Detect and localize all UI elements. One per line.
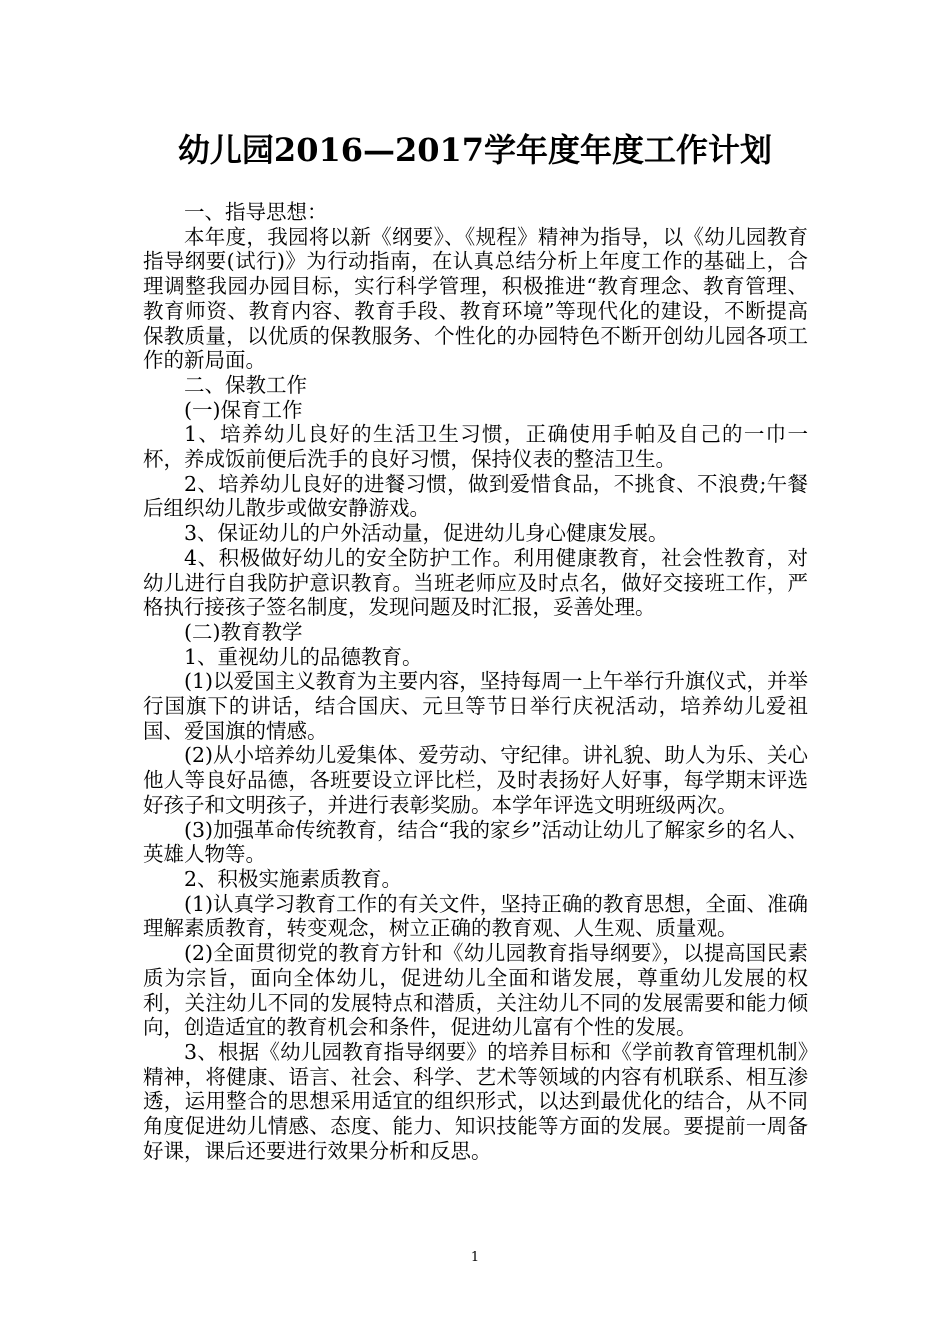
sub-item-teaching-1-3: (3)加强革命传统教育，结合“我的家乡”活动让幼儿了解家乡的名人、英雄人物等。 <box>143 817 808 867</box>
list-item-teaching-1: 1、重视幼儿的品德教育。 <box>184 644 423 669</box>
list-item-teaching-2: 2、积极实施素质教育。 <box>184 866 403 891</box>
page-number: 1 <box>470 1250 480 1265</box>
sub-item-teaching-2-2: (2)全面贯彻党的教育方针和《幼儿园教育指导纲要》，以提高国民素质为宗旨，面向全体幼儿，促进幼儿全面和谐发展，尊重幼儿发展的权利，关注幼儿不同的发展特点和潜质，关注幼儿不同的发展需要和能力倾向，创造适宜的教育机会和条件，促进幼儿富有个性的发展。 <box>143 941 808 1040</box>
sub-item-teaching-2-1: (1)认真学习教育工作的有关文件，坚持正确的教育思想，全面、准确理解素质教育，转变观念，树立正确的教育观、人生观、质量观。 <box>143 891 808 941</box>
list-item-care-4: 4、积极做好幼儿的安全防护工作。利用健康教育，社会性教育，对幼儿进行自我防护意识教育。当班老师应及时点名，做好交接班工作，严格执行接孩子签名制度，发现问题及时汇报，妥善处理。 <box>143 545 808 620</box>
list-item-care-1: 1、培养幼儿良好的生活卫生习惯，正确使用手帕及自己的一巾一杯，养成饭前便后洗手的良好习惯，保持仪表的整洁卫生。 <box>143 422 808 472</box>
document-title: 幼儿园2016—2017学年度年度工作计划 <box>177 131 773 169</box>
subheading-care-work: (一)保育工作 <box>184 397 303 422</box>
sub-item-teaching-1-1: (1)以爱国主义教育为主要内容，坚持每周一上午举行升旗仪式，并举行国旗下的讲话，结合国庆、元旦等节日举行庆祝活动，培养幼儿爱祖国、爱国旗的情感。 <box>143 669 808 743</box>
heading-care-education-work: 二、保教工作 <box>184 372 307 397</box>
list-item-care-3: 3、保证幼儿的户外活动量，促进幼儿身心健康发展。 <box>184 521 669 546</box>
sub-item-teaching-1-2: (2)从小培养幼儿爱集体、爱劳动、守纪律。讲礼貌、助人为乐、关心他人等良好品德，各班要设立评比栏，及时表扬好人好事，每学期末评选好孩子和文明孩子，并进行表彰奖励。本学年评选文明班级两次。 <box>143 743 808 817</box>
document-body <box>143 200 808 1163</box>
list-item-care-2: 2、培养幼儿良好的进餐习惯，做到爱惜食品，不挑食、不浪费;午餐后组织幼儿散步或做安静游戏。 <box>143 471 808 521</box>
paragraph-guiding-ideology: 本年度，我园将以新《纲要》、《规程》精神为指导，以《幼儿园教育指导纲要(试行)》为行动指南，在认真总结分析上年度工作的基础上，合理调整我园办园目标，实行科学管理，积极推进“教育理念、教育管理、教育师资、教育内容、教育手段、教育环境”等现代化的建设，不断提高保教质量，以优质的保教服务、个性化的办园特色不断开创幼儿园各项工作的新局面。 <box>143 224 808 373</box>
subheading-teaching: (二)教育教学 <box>184 619 303 644</box>
list-item-teaching-3: 3、根据《幼儿园教育指导纲要》的培养目标和《学前教育管理机制》精神，将健康、语言、社会、科学、艺术等领域的内容有机联系、相互渗透，运用整合的思想采用适宜的组织形式，以达到最优化的结合，从不同角度促进幼儿情感、态度、能力、知识技能等方面的发展。要提前一周备好课，课后还要进行效果分析和反思。 <box>143 1039 808 1163</box>
heading-guiding-ideology: 一、指导思想： <box>184 200 328 224</box>
